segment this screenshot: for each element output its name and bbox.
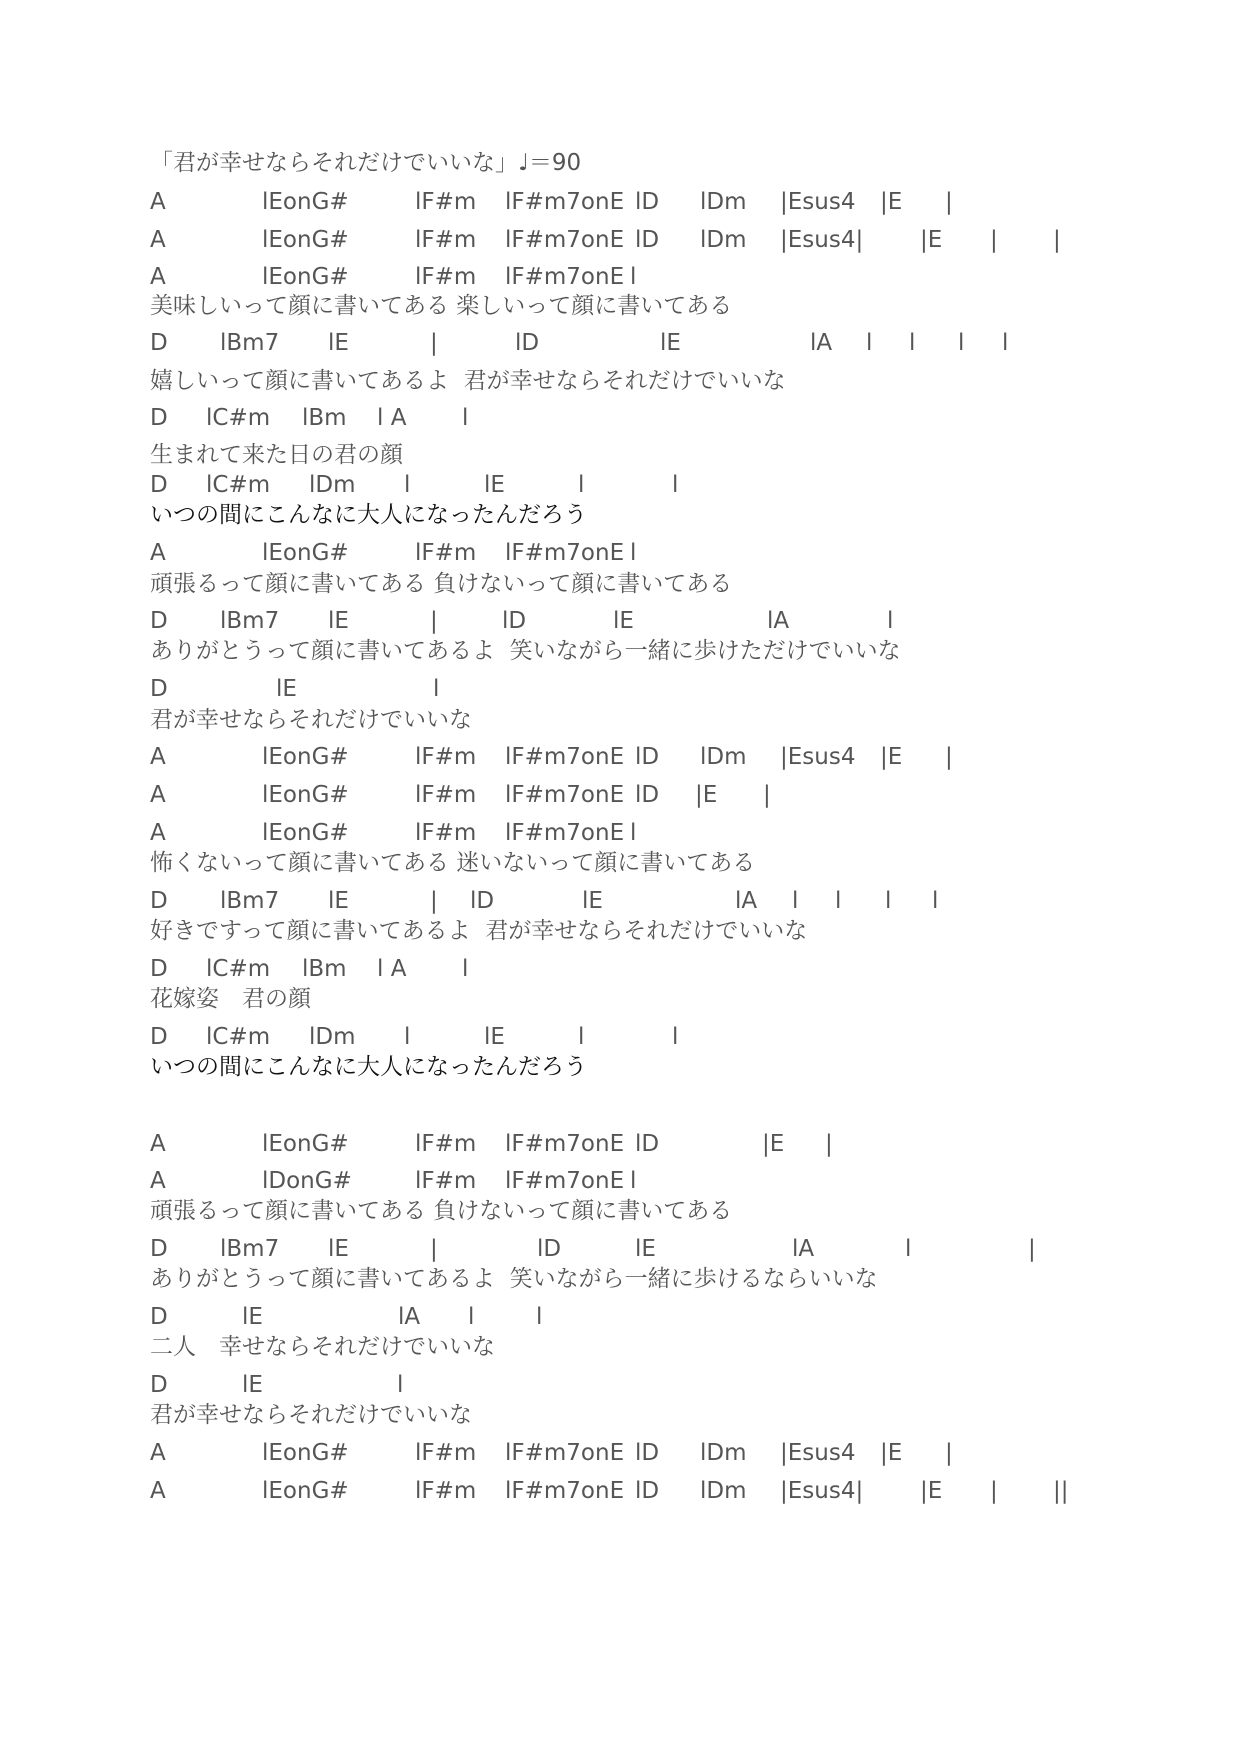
chord: lEonG# — [262, 540, 349, 566]
chord: lF#m — [415, 820, 477, 846]
chord-line — [150, 1476, 1090, 1506]
chord: lF#m7onE — [505, 1478, 625, 1504]
chord: l A — [377, 405, 407, 431]
chord-line — [150, 1438, 1090, 1468]
chord: lDm — [700, 1440, 747, 1466]
chord: lEonG# — [262, 1131, 349, 1157]
chord: lEonG# — [262, 189, 349, 215]
chord: | — [945, 1440, 953, 1466]
lyric-line: 美味しいって顔に書いてある 楽しいって顔に書いてある — [150, 293, 733, 319]
chord: | — [990, 227, 998, 253]
chord: A — [150, 744, 166, 770]
chord: lF#m — [415, 1440, 477, 1466]
chord: l — [630, 820, 637, 846]
chord-line — [150, 328, 1090, 358]
chord: lC#m — [206, 956, 271, 982]
chord: l — [866, 330, 873, 356]
lyric-line: いつの間にこんなに大人になったんだろう — [150, 1054, 587, 1080]
chord-line — [150, 1022, 1090, 1052]
chord: lD — [470, 888, 495, 914]
chord: lF#m7onE — [505, 1168, 625, 1194]
chord: lA — [767, 608, 790, 634]
chord: | — [430, 330, 438, 356]
chord: || — [1053, 1478, 1069, 1504]
chord: lD — [515, 330, 540, 356]
chord: lF#m — [415, 782, 477, 808]
chord: lF#m7onE — [505, 1440, 625, 1466]
chord-line — [150, 1370, 1090, 1400]
chord: A — [150, 1478, 166, 1504]
chord: lEonG# — [262, 820, 349, 846]
chord: lE — [276, 676, 297, 702]
chord: lDm — [700, 744, 747, 770]
chord: lDm — [700, 1478, 747, 1504]
chord: A — [150, 1131, 166, 1157]
chord: lF#m — [415, 1478, 477, 1504]
chord: lBm — [302, 956, 347, 982]
chord-line — [150, 742, 1090, 772]
lyric-line: 怖くないって顔に書いてある 迷いないって顔に書いてある — [150, 850, 756, 876]
chord: | — [825, 1131, 833, 1157]
chord-line — [150, 1129, 1090, 1159]
chord: A — [150, 1168, 166, 1194]
chord: l — [835, 888, 842, 914]
chord: D — [150, 405, 168, 431]
lyric-line: 嬉しいって顔に書いてあるよ 君が幸せならそれだけでいいな — [150, 368, 786, 394]
chord: |Esus4| — [780, 227, 864, 253]
chord-line — [150, 1234, 1090, 1264]
chord: |Esus4| — [780, 1478, 864, 1504]
chord: lD — [635, 782, 660, 808]
chord: lD — [635, 189, 660, 215]
lyric-line: 頑張るって顔に書いてある 負けないって顔に書いてある — [150, 571, 733, 597]
chord: D — [150, 676, 168, 702]
chord: |Esus4 — [780, 189, 856, 215]
chord: D — [150, 1236, 168, 1262]
chord: D — [150, 330, 168, 356]
chord: lDonG# — [262, 1168, 352, 1194]
chord-line — [150, 470, 1090, 500]
chord: lF#m7onE — [505, 1131, 625, 1157]
chord: lD — [635, 227, 660, 253]
chord: l — [630, 540, 637, 566]
chord: lF#m — [415, 264, 477, 290]
chord: l — [433, 676, 440, 702]
chord: lF#m — [415, 227, 477, 253]
chord: lF#m — [415, 1168, 477, 1194]
lyric-line: ありがとうって顔に書いてあるよ 笑いながら一緒に歩けただけでいいな — [150, 638, 901, 664]
chord: D — [150, 888, 168, 914]
chord: |E — [762, 1131, 785, 1157]
chord: |E — [880, 744, 903, 770]
chord: lDm — [700, 189, 747, 215]
chord: lBm — [302, 405, 347, 431]
chord: lD — [635, 1478, 660, 1504]
chord: lD — [635, 1131, 660, 1157]
chord-line — [150, 1166, 1090, 1196]
chord: lE — [328, 330, 349, 356]
chord: lE — [635, 1236, 656, 1262]
chord: l — [672, 472, 679, 498]
chord: |E — [920, 1478, 943, 1504]
chord: D — [150, 1024, 168, 1050]
chord: lD — [537, 1236, 562, 1262]
chord: l — [462, 956, 469, 982]
chord: lF#m7onE — [505, 820, 625, 846]
chord-line — [150, 818, 1090, 848]
chord: D — [150, 1304, 168, 1330]
chord: l — [404, 472, 411, 498]
chord: A — [150, 189, 166, 215]
song-title: 「君が幸せならそれだけでいいな」♩＝90 — [150, 150, 582, 176]
chord: l — [932, 888, 939, 914]
chord: l — [905, 1236, 912, 1262]
chord: | — [990, 1478, 998, 1504]
chord: | — [945, 189, 953, 215]
chord: lF#m7onE — [505, 264, 625, 290]
chord: lDm — [309, 472, 356, 498]
chord: | — [1028, 1236, 1036, 1262]
chord: lA — [398, 1304, 421, 1330]
chord: lF#m — [415, 1131, 477, 1157]
lyric-line: 好きですって顔に書いてあるよ 君が幸せならそれだけでいいな — [150, 918, 808, 944]
chord: | — [1053, 227, 1061, 253]
chord: l — [536, 1304, 543, 1330]
chord: lDm — [309, 1024, 356, 1050]
chord-line — [150, 954, 1090, 984]
chord: A — [150, 820, 166, 846]
chord: lD — [635, 744, 660, 770]
chord: | — [430, 608, 438, 634]
chord: l — [885, 888, 892, 914]
chord-line — [150, 225, 1090, 255]
chord-line — [150, 538, 1090, 568]
lyric-line: 生まれて来た日の君の顔 — [150, 442, 403, 468]
chord-line — [150, 886, 1090, 916]
chord: lBm7 — [220, 888, 280, 914]
chord: lD — [502, 608, 527, 634]
chord: l — [887, 608, 894, 634]
chord: lA — [735, 888, 758, 914]
chord: lE — [242, 1304, 263, 1330]
chord: | — [945, 744, 953, 770]
chord: A — [150, 782, 166, 808]
chord: l — [909, 330, 916, 356]
chord: lF#m — [415, 540, 477, 566]
chord: lF#m7onE — [505, 227, 625, 253]
chord: l — [404, 1024, 411, 1050]
chord: A — [150, 264, 166, 290]
chord: l — [468, 1304, 475, 1330]
chord: lA — [810, 330, 833, 356]
chord-line — [150, 262, 1090, 292]
lyric-line: 頑張るって顔に書いてある 負けないって顔に書いてある — [150, 1198, 733, 1224]
chord: lE — [613, 608, 634, 634]
chord-line — [150, 403, 1090, 433]
chord: lEonG# — [262, 1478, 349, 1504]
chord: lDm — [700, 227, 747, 253]
chord: lF#m — [415, 189, 477, 215]
chord: l — [630, 1168, 637, 1194]
chord: | — [430, 1236, 438, 1262]
chord: | — [430, 888, 438, 914]
chord: lF#m7onE — [505, 540, 625, 566]
chord: l — [672, 1024, 679, 1050]
lyric-line: 二人 幸せならそれだけでいいな — [150, 1334, 495, 1360]
chord: l — [1002, 330, 1009, 356]
chord: D — [150, 472, 168, 498]
chord-line — [150, 1302, 1090, 1332]
chord: |E — [695, 782, 718, 808]
lyric-line: 君が幸せならそれだけでいいな — [150, 1402, 472, 1428]
chord: l — [578, 472, 585, 498]
chord: lEonG# — [262, 227, 349, 253]
chord: lE — [484, 1024, 505, 1050]
chord: | — [763, 782, 771, 808]
chord: |E — [880, 189, 903, 215]
chord: D — [150, 608, 168, 634]
chord: lEonG# — [262, 744, 349, 770]
chord: |Esus4 — [780, 1440, 856, 1466]
chord-line — [150, 606, 1090, 636]
chord: l — [958, 330, 965, 356]
chord: |E — [880, 1440, 903, 1466]
chord: D — [150, 956, 168, 982]
chord: A — [150, 540, 166, 566]
chord: lF#m7onE — [505, 782, 625, 808]
chord: lE — [660, 330, 681, 356]
chord: lEonG# — [262, 1440, 349, 1466]
chord: lC#m — [206, 405, 271, 431]
chord: lA — [792, 1236, 815, 1262]
chord: l A — [377, 956, 407, 982]
chord: lE — [582, 888, 603, 914]
chord: lE — [484, 472, 505, 498]
chord: lE — [242, 1372, 263, 1398]
chord: lC#m — [206, 472, 271, 498]
chord: lEonG# — [262, 264, 349, 290]
chord: lF#m7onE — [505, 189, 625, 215]
chord: lEonG# — [262, 782, 349, 808]
chord-line — [150, 187, 1090, 217]
lyric-line: いつの間にこんなに大人になったんだろう — [150, 502, 587, 528]
chord: lF#m — [415, 744, 477, 770]
chord: A — [150, 227, 166, 253]
chord: lE — [328, 608, 349, 634]
lyric-line: 花嫁姿 君の顔 — [150, 986, 311, 1012]
chord: lC#m — [206, 1024, 271, 1050]
chord: lBm7 — [220, 608, 280, 634]
chord: l — [578, 1024, 585, 1050]
chord: A — [150, 1440, 166, 1466]
chord: l — [630, 264, 637, 290]
chord: lD — [635, 1440, 660, 1466]
chord: l — [397, 1372, 404, 1398]
chord: l — [792, 888, 799, 914]
chord: |Esus4 — [780, 744, 856, 770]
chord: lBm7 — [220, 330, 280, 356]
chord-line — [150, 780, 1090, 810]
chord: |E — [920, 227, 943, 253]
chord: lE — [328, 888, 349, 914]
lyric-line: ありがとうって顔に書いてあるよ 笑いながら一緒に歩けるならいいな — [150, 1266, 878, 1292]
chord-line — [150, 674, 1090, 704]
chord: lF#m7onE — [505, 744, 625, 770]
lyric-line: 君が幸せならそれだけでいいな — [150, 707, 472, 733]
chord: D — [150, 1372, 168, 1398]
chord: lBm7 — [220, 1236, 280, 1262]
chord: l — [462, 405, 469, 431]
chord: lE — [328, 1236, 349, 1262]
